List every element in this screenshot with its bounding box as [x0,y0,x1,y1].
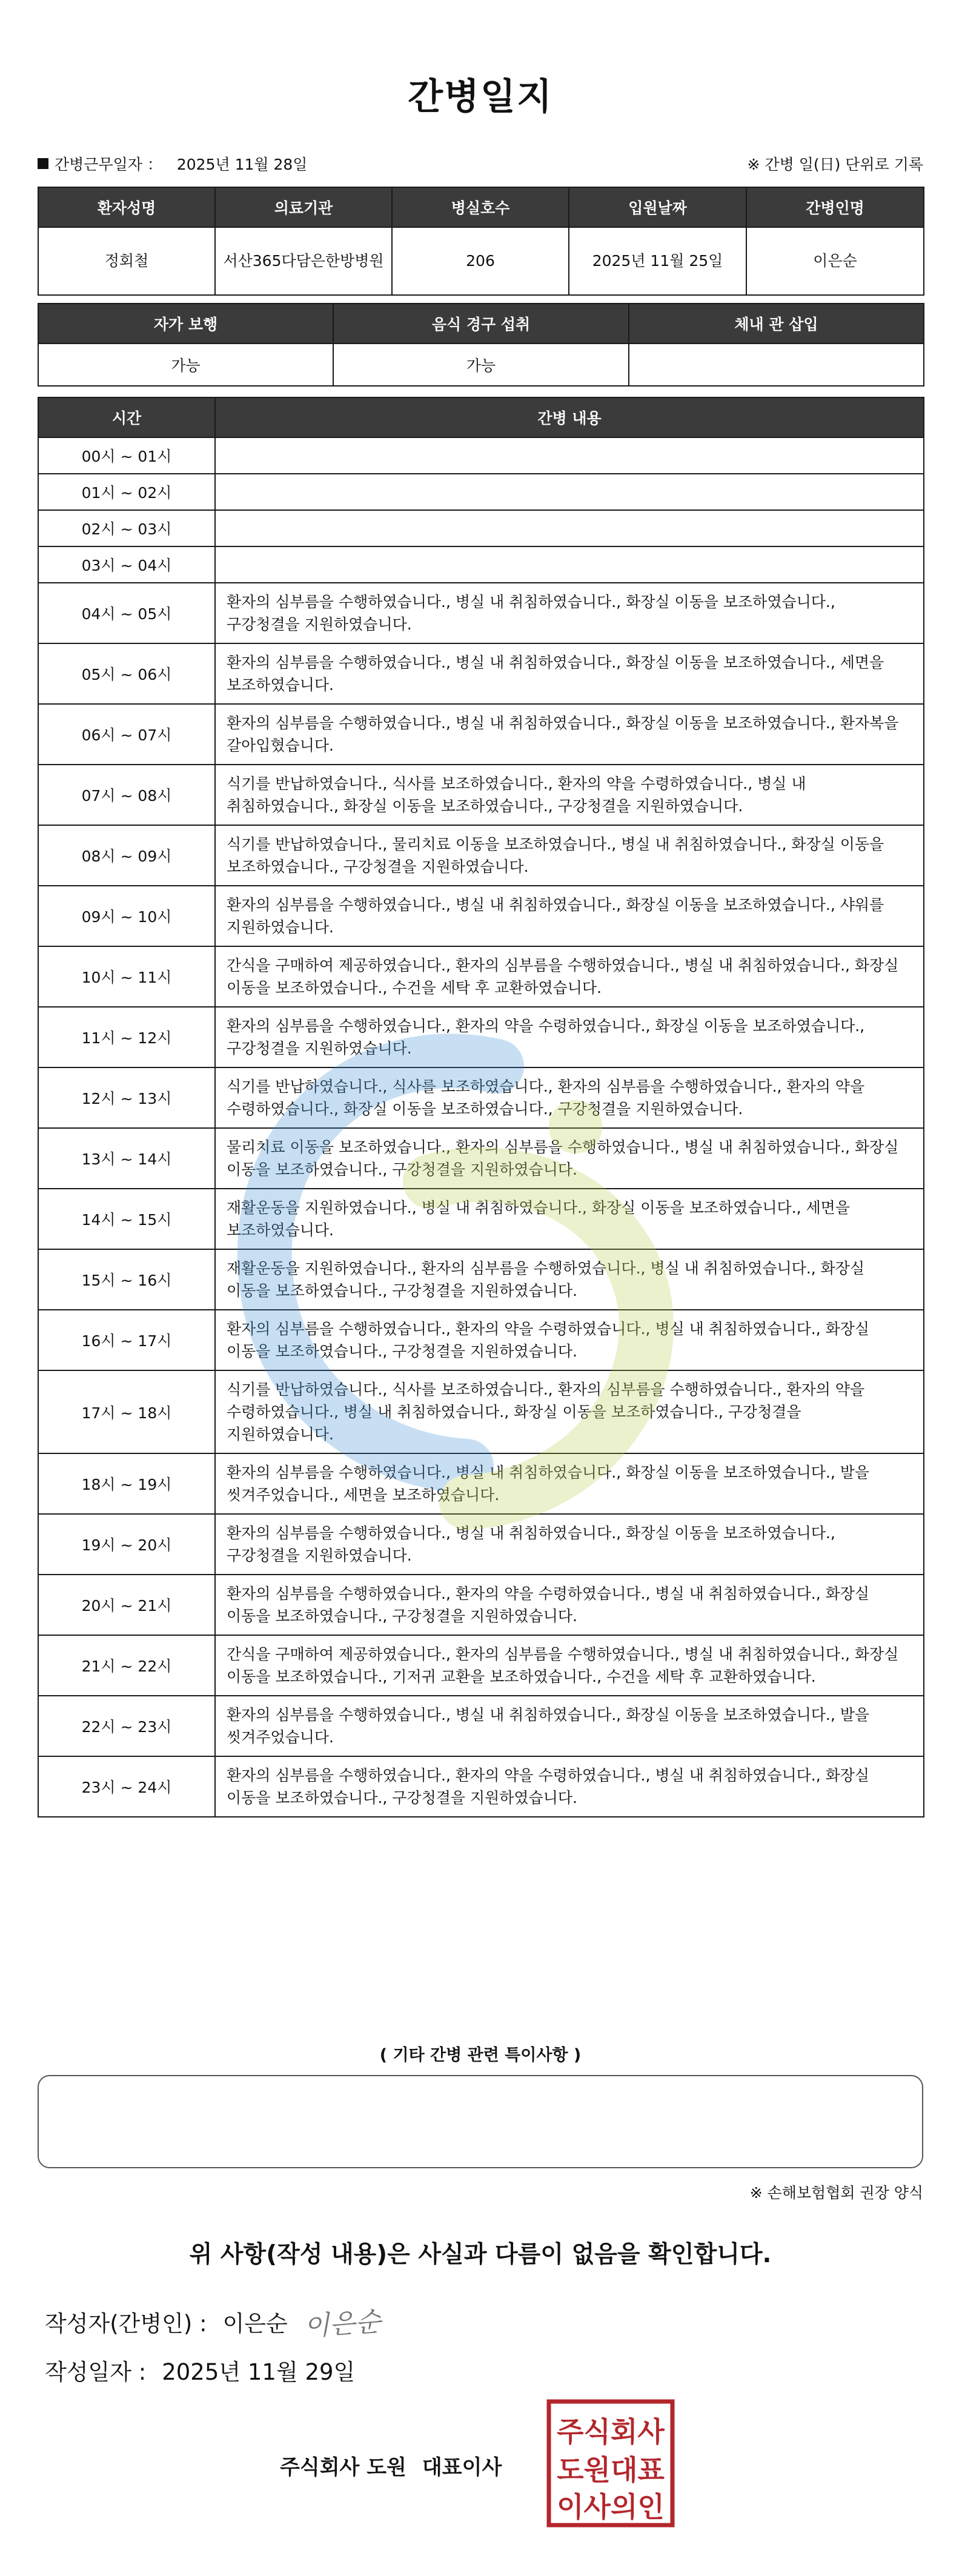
table-row [38,1514,924,1575]
table-row [38,886,924,946]
log-time: 14시 ~ 15시 [38,1189,215,1249]
log-time: 08시 ~ 09시 [38,825,215,886]
log-time: 22시 ~ 23시 [38,1696,215,1756]
log-content: 식기를 반납하였습니다., 물리치료 이동을 보조하였습니다., 병실 내 취침하였습니다., 화장실 이동을 보조하였습니다., 구강청결을 지원하였습니다. [215,825,924,886]
log-content: 환자의 심부름을 수행하였습니다., 병실 내 취침하였습니다., 화장실 이동을 보조하였습니다., 구강청결을 지원하였습니다. [215,1514,924,1575]
patient-info-table [38,187,924,296]
table-row [38,1453,924,1514]
log-content [215,474,924,510]
header-caregiver-name: 간병인명 [746,187,924,227]
table-row [38,1007,924,1067]
special-notes-box [38,2075,923,2168]
log-time: 04시 ~ 05시 [38,583,215,643]
table-row [38,704,924,765]
log-content: 환자의 심부름을 수행하였습니다., 병실 내 취침하였습니다., 화장실 이동을 보조하였습니다., 환자복을 갈아입혔습니다. [215,704,924,765]
log-time: 19시 ~ 20시 [38,1514,215,1575]
care-log-rows [38,437,924,1817]
log-time: 17시 ~ 18시 [38,1370,215,1453]
caregiver-name: 이은순 [746,227,924,295]
tube-insertion-value [629,344,924,386]
table-row [38,1575,924,1635]
header-time: 시간 [38,397,215,437]
room-number: 206 [392,227,569,295]
record-unit-note: ※ 간병 일(日) 단위로 기록 [747,156,923,173]
log-time: 09시 ~ 10시 [38,886,215,946]
confirmation-statement: 위 사항(작성 내용)은 사실과 다름이 없음을 확인합니다. [189,2241,772,2268]
log-time: 00시 ~ 01시 [38,437,215,474]
table-header-row [38,187,924,227]
company-name: 주식회사 도원 [280,2455,406,2480]
log-time: 11시 ~ 12시 [38,1007,215,1067]
log-time: 23시 ~ 24시 [38,1756,215,1817]
log-time: 13시 ~ 14시 [38,1128,215,1189]
log-content: 식기를 반납하였습니다., 식사를 보조하였습니다., 환자의 심부름을 수행하였습니다., 환자의 약을 수령하였습니다., 병실 내 취침하였습니다., 화장실 이동을 보조하였습니다., 구강청결을 지원하였습니다. [215,1370,924,1453]
seal-border [549,2402,672,2525]
log-content: 재활운동을 지원하였습니다., 병실 내 취침하였습니다., 화장실 이동을 보조하였습니다., 세면을 보조하였습니다. [215,1189,924,1249]
work-date [38,153,307,174]
log-time: 03시 ~ 04시 [38,546,215,583]
company-title: 대표이사 [422,2455,502,2480]
header-self-walking: 자가 보행 [38,304,333,344]
written-date-line [45,2354,355,2386]
table-header-row [38,304,924,344]
square-bullet-icon [38,158,48,169]
patient-name: 정회철 [38,227,215,295]
meta-row [38,151,923,176]
work-date-label: 간병근무일자 ： [55,156,162,173]
table-row [38,946,924,1007]
log-time: 07시 ~ 08시 [38,765,215,825]
log-content: 환자의 심부름을 수행하였습니다., 환자의 약을 수령하였습니다., 병실 내 취침하였습니다., 화장실 이동을 보조하였습니다., 구강청결을 지원하였습니다. [215,1575,924,1635]
table-row [38,1249,924,1310]
oral-intake-value: 가능 [333,344,629,386]
table-row [38,765,924,825]
table-row [38,546,924,583]
log-time: 18시 ~ 19시 [38,1453,215,1514]
company-seal-stamp [545,2398,676,2529]
log-time: 06시 ~ 07시 [38,704,215,765]
log-content: 환자의 심부름을 수행하였습니다., 병실 내 취침하였습니다., 화장실 이동을 보조하였습니다., 세면을 보조하였습니다. [215,643,924,704]
log-time: 05시 ~ 06시 [38,643,215,704]
table-header-row [38,397,924,437]
hospital-name: 서산365다담은한방병원 [215,227,392,295]
log-content [215,437,924,474]
special-notes-label: ( 기타 간병 관련 특이사항 ) [379,2046,582,2065]
table-row [38,510,924,546]
table-row [38,1310,924,1370]
log-time: 02시 ~ 03시 [38,510,215,546]
care-log-table [38,397,924,1817]
log-time: 16시 ~ 17시 [38,1310,215,1370]
header-patient-name: 환자성명 [38,187,215,227]
table-row [38,1696,924,1756]
table-row [38,344,924,386]
table-row [38,227,924,295]
table-row [38,474,924,510]
table-row [38,1128,924,1189]
log-time: 21시 ~ 22시 [38,1635,215,1696]
log-time: 10시 ~ 11시 [38,946,215,1007]
patient-condition-table [38,303,924,387]
header-admission-date: 입원날짜 [569,187,746,227]
author-line [45,2302,380,2341]
written-date-label: 작성일자 : [45,2359,147,2385]
header-oral-intake: 음식 경구 섭취 [333,304,629,344]
page-title: 간병일지 [408,76,553,118]
table-row [38,1067,924,1128]
author-label: 작성자(간병인) : [45,2311,207,2337]
log-content [215,510,924,546]
table-row [38,1189,924,1249]
log-content: 환자의 심부름을 수행하였습니다., 병실 내 취침하였습니다., 화장실 이동을 보조하였습니다., 발을 씻겨주었습니다. [215,1696,924,1756]
log-content: 물리치료 이동을 보조하였습니다., 환자의 심부름을 수행하였습니다., 병실 내 취침하였습니다., 화장실 이동을 보조하였습니다., 구강청결을 지원하였습니다. [215,1128,924,1189]
table-row [38,1756,924,1817]
log-content [215,546,924,583]
seal-line-1: 주식회사 [557,2415,665,2448]
log-content: 환자의 심부름을 수행하였습니다., 병실 내 취침하였습니다., 화장실 이동을 보조하였습니다., 구강청결을 지원하였습니다. [215,583,924,643]
self-walking-value: 가능 [38,344,333,386]
header-tube-insertion: 체내 관 삽입 [629,304,924,344]
log-time: 15시 ~ 16시 [38,1249,215,1310]
seal-line-2: 도원대표 [557,2454,665,2486]
seal-line-3: 이사의인 [557,2491,665,2523]
log-content: 간식을 구매하여 제공하였습니다., 환자의 심부름을 수행하였습니다., 병실 내 취침하였습니다., 화장실 이동을 보조하였습니다., 기저귀 교환을 보조하였습니다., 수건을 세탁 후 교환하였습니다. [215,1635,924,1696]
recommended-form-note: ※ 손해보험협회 권장 양식 [749,2184,923,2202]
table-row [38,825,924,886]
log-content: 간식을 구매하여 제공하였습니다., 환자의 심부름을 수행하였습니다., 병실 내 취침하였습니다., 화장실 이동을 보조하였습니다., 수건을 세탁 후 교환하였습니다. [215,946,924,1007]
table-row [38,643,924,704]
log-content: 환자의 심부름을 수행하였습니다., 환자의 약을 수령하였습니다., 화장실 이동을 보조하였습니다., 구강청결을 지원하였습니다. [215,1007,924,1067]
author-signature: 이은순 [302,2306,382,2343]
admission-date: 2025년 11월 25일 [569,227,746,295]
log-content: 재활운동을 지원하였습니다., 환자의 심부름을 수행하였습니다., 병실 내 취침하였습니다., 화장실 이동을 보조하였습니다., 구강청결을 지원하였습니다. [215,1249,924,1310]
log-content: 환자의 심부름을 수행하였습니다., 환자의 약을 수령하였습니다., 병실 내 취침하였습니다., 화장실 이동을 보조하였습니다., 구강청결을 지원하였습니다. [215,1310,924,1370]
work-date-value: 2025년 11월 28일 [176,156,308,173]
table-row [38,583,924,643]
log-content: 환자의 심부름을 수행하였습니다., 병실 내 취침하였습니다., 화장실 이동을 보조하였습니다., 샤워를 지원하였습니다. [215,886,924,946]
header-care-content: 간병 내용 [215,397,924,437]
log-time: 01시 ~ 02시 [38,474,215,510]
author-name: 이은순 [222,2311,288,2337]
log-content: 환자의 심부름을 수행하였습니다., 환자의 약을 수령하였습니다., 병실 내 취침하였습니다., 화장실 이동을 보조하였습니다., 구강청결을 지원하였습니다. [215,1756,924,1817]
log-time: 20시 ~ 21시 [38,1575,215,1635]
log-content: 식기를 반납하였습니다., 식사를 보조하였습니다., 환자의 심부름을 수행하였습니다., 환자의 약을 수령하였습니다., 화장실 이동을 보조하였습니다., 구강청결을 지원하였습니다. [215,1067,924,1128]
table-row [38,437,924,474]
table-row [38,1370,924,1453]
company-line [280,2451,502,2480]
header-room-number: 병실호수 [392,187,569,227]
log-content: 환자의 심부름을 수행하였습니다., 병실 내 취침하였습니다., 화장실 이동을 보조하였습니다., 발을 씻겨주었습니다., 세면을 보조하였습니다. [215,1453,924,1514]
table-row [38,1635,924,1696]
written-date-value: 2025년 11월 29일 [162,2359,356,2385]
log-time: 12시 ~ 13시 [38,1067,215,1128]
log-content: 식기를 반납하였습니다., 식사를 보조하였습니다., 환자의 약을 수령하였습니다., 병실 내 취침하였습니다., 화장실 이동을 보조하였습니다., 구강청결을 지원하였습니다. [215,765,924,825]
header-hospital: 의료기관 [215,187,392,227]
